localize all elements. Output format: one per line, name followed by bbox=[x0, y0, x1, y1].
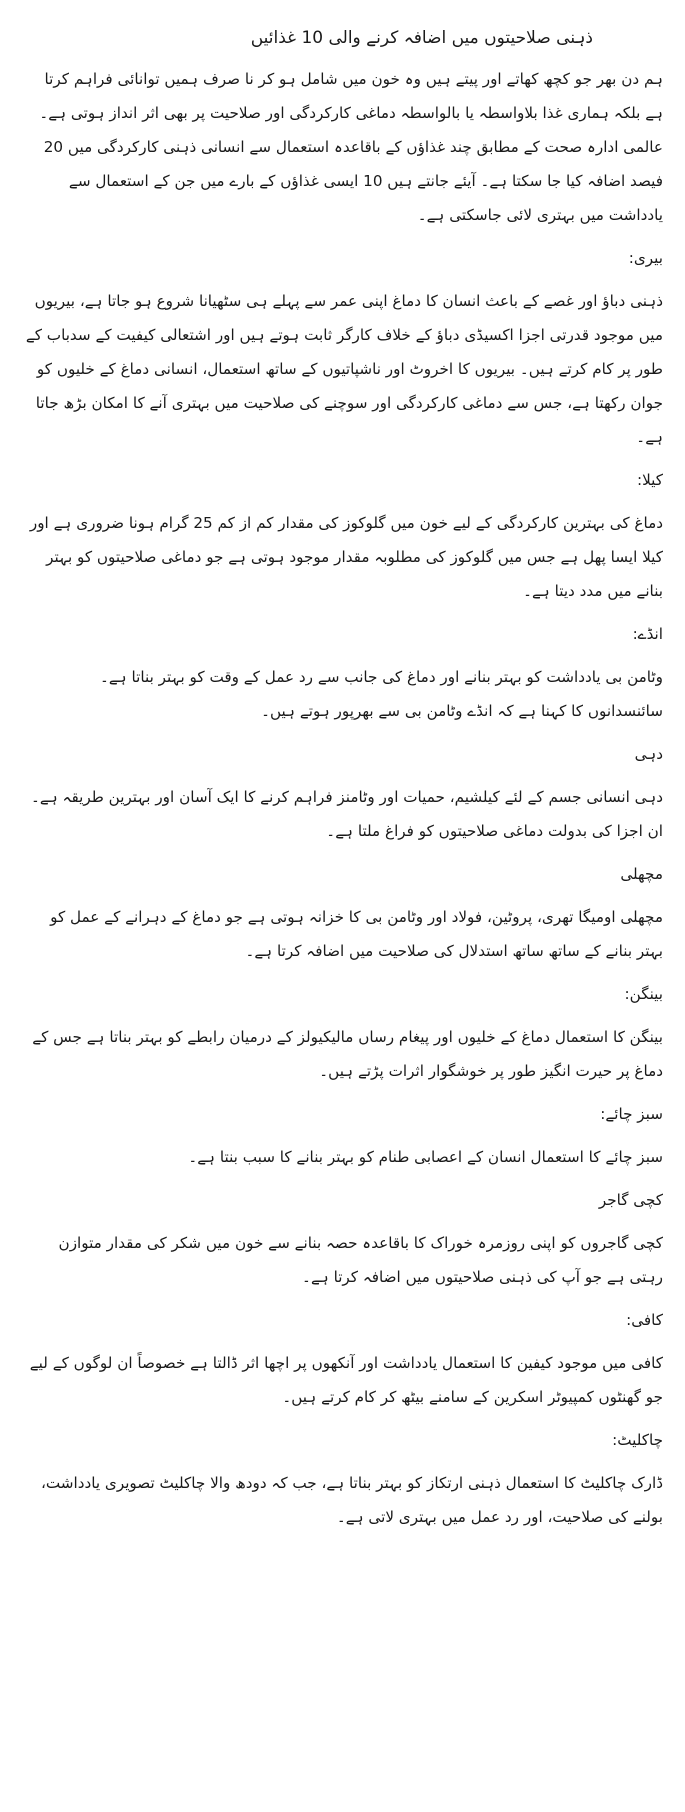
section-body: ڈارک چاکلیٹ کا استعمال ذہنی ارتکاز کو بہتر بناتا ہے، جب کہ دودھ والا چاکلیٹ تصویری یادداشت، بولنے کی صلاحیت، اور رد عمل میں بہتری لاتی ہے۔ bbox=[40, 1474, 663, 1526]
section-body: وٹامن بی یادداشت کو بہتر بنانے اور دماغ کی جانب سے رد عمل کے وقت کو بہتر بناتا ہے۔ سائنسدانوں کا کہنا ہے کہ انڈے وٹامن بی سے بھرپور ہوتے ہیں۔ bbox=[99, 668, 663, 720]
section-fish bbox=[22, 860, 663, 968]
section-eggs bbox=[22, 620, 663, 728]
section-eggplant bbox=[22, 980, 663, 1088]
section-raw-carrot bbox=[22, 1186, 663, 1294]
section-body: کچی گاجروں کو اپنی روزمرہ خوراک کا باقاعدہ حصہ بنانے سے خون میں شکر کی مقدار متوازن رہتی ہے جو آپ کی ذہنی صلاحیتوں میں اضافہ کرتا ہے۔ bbox=[58, 1234, 663, 1286]
section-heading: کیلا: bbox=[637, 471, 663, 489]
section-heading: مچھلی bbox=[620, 865, 663, 883]
section-banana bbox=[22, 466, 663, 608]
section-body: بینگن کا استعمال دماغ کے خلیوں اور پیغام رساں مالیکیولز کے درمیان رابطے کو بہتر بناتا ہے جس کے دماغ پر حیرت انگیز طور پر خوشگوار اثرات پڑتے ہیں۔ bbox=[32, 1028, 663, 1080]
section-green-tea bbox=[22, 1100, 663, 1174]
section-body: دہی انسانی جسم کے لئے کیلشیم، حمیات اور وٹامنز فراہم کرنے کا ایک آسان اور بہترین طریقہ ہے۔ ان اجزا کی بدولت دماغی صلاحیتوں کو فراغ ملتا ہے۔ bbox=[31, 788, 663, 840]
section-body: سبز چائے کا استعمال انسان کے اعصابی طنام کو بہتر بنانے کا سبب بنتا ہے۔ bbox=[188, 1148, 663, 1166]
section-body: ذہنی دباؤ اور غصے کے باعث انسان کا دماغ اپنی عمر سے پہلے ہی سٹھیانا شروع ہو جاتا ہے، بیریوں میں موجود قدرتی اجزا اکسیڈی دباؤ کے خلاف کارگر ثابت ہوتے ہیں اور اشتعالی کیفیت کے سدباب کے طور پر کام کرتے ہیں۔ بیریوں کا اخروٹ اور ناشپاتیوں کے ساتھ استعمال، انسانی دماغ کے خلیوں کو جوان رکھتا ہے، جس سے دماغی کارکردگی اور سوچنے کی صلاحیت میں بہتری آنے کا امکان بڑھ جاتا ہے۔ bbox=[25, 292, 663, 446]
article-intro: ہم دن بھر جو کچھ کھاتے اور پیتے ہیں وہ خون میں شامل ہو کر نا صرف ہمیں توانائی فراہم کرتا ہے بلکہ ہماری غذا بلاواسطہ یا بالواسطہ دماغی کارکردگی اور صلاحیت پر بھی اثر انداز ہوتی ہے۔ عالمی ادارہ صحت کے مطابق چند غذاؤں کے باقاعدہ استعمال سے انسانی ذہنی کارکردگی میں 20 فیصد اضافہ کیا جا سکتا ہے۔ آیئے جانتے ہیں 10 ایسی غذاؤں کے بارے میں جن کے استعمال سے یادداشت میں بہتری لائی جاسکتی ہے۔ bbox=[39, 70, 663, 224]
section-heading: انڈے: bbox=[632, 625, 663, 643]
section-heading: سبز چائے: bbox=[600, 1105, 663, 1123]
section-heading: دہی bbox=[634, 745, 663, 763]
section-heading: بیری: bbox=[628, 249, 663, 267]
section-heading: کافی: bbox=[626, 1311, 663, 1329]
section-berry bbox=[22, 244, 663, 454]
section-body: دماغ کی بہترین کارکردگی کے لیے خون میں گلوکوز کی مقدار کم از کم 25 گرام ہونا ضروری ہے اور کیلا ایسا پھل ہے جس میں گلوکوز کی مطلوبہ مقدار موجود ہوتی ہے جو دماغی صلاحیتوں کو بہتر بنانے میں مدد دیتا ہے۔ bbox=[29, 514, 663, 600]
section-chocolate bbox=[22, 1426, 663, 1534]
article-title: ذہنی صلاحیتوں میں اضافہ کرنے والی 10 غذائیں bbox=[250, 28, 593, 48]
section-body: مچھلی اومیگا تھری، پروٹین، فولاد اور وٹامن بی کا خزانہ ہوتی ہے جو دماغ کے دہرانے کے عمل کو بہتر بنانے کے ساتھ ساتھ استدلال کی صلاحیت میں اضافہ کرتا ہے۔ bbox=[50, 908, 663, 960]
section-heading: چاکلیٹ: bbox=[612, 1431, 663, 1449]
section-coffee bbox=[22, 1306, 663, 1414]
section-body: کافی میں موجود کیفین کا استعمال یادداشت اور آنکھوں پر اچھا اثر ڈالتا ہے خصوصاً ان لوگوں کے لیے جو گھنٹوں کمپیوٹر اسکرین کے سامنے بیٹھ کر کام کرتے ہیں۔ bbox=[29, 1354, 663, 1406]
section-yogurt bbox=[22, 740, 663, 848]
section-heading: کچی گاجر bbox=[598, 1191, 663, 1209]
section-heading: بینگن: bbox=[624, 985, 663, 1003]
